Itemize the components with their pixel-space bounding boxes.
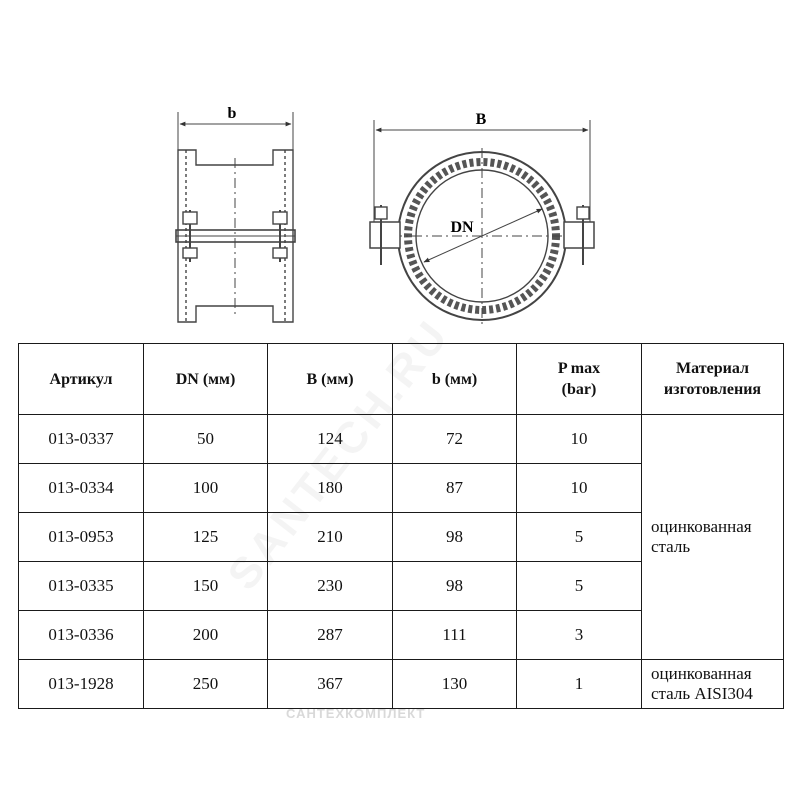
cell-article: 013-1928: [19, 660, 144, 709]
material-group1-line2: сталь: [651, 537, 691, 556]
cell-pmax: 5: [517, 513, 642, 562]
cell-dn: 100: [144, 464, 268, 513]
side-view-drawing: [176, 112, 295, 322]
front-view-dimension-B: B: [475, 111, 487, 128]
cell-b-upper: 210: [268, 513, 393, 562]
cell-dn: 200: [144, 611, 268, 660]
header-material: [642, 344, 784, 415]
cell-b-lower: 72: [393, 415, 517, 464]
cell-dn: 50: [144, 415, 268, 464]
cell-b-lower: 98: [393, 513, 517, 562]
cell-pmax: 10: [517, 464, 642, 513]
cell-pmax: 3: [517, 611, 642, 660]
cell-article: 013-0337: [19, 415, 144, 464]
technical-drawing: [0, 0, 800, 340]
cell-material-group1: [642, 415, 784, 660]
cell-b-lower: 87: [393, 464, 517, 513]
cell-pmax: 10: [517, 415, 642, 464]
front-view-drawing: [370, 120, 594, 324]
header-pmax-line2: (bar): [561, 381, 597, 398]
cell-material-group2: [642, 660, 784, 709]
cell-dn: 250: [144, 660, 268, 709]
cell-b-upper: 287: [268, 611, 393, 660]
cell-dn: 150: [144, 562, 268, 611]
cell-article: 013-0336: [19, 611, 144, 660]
bottom-watermark: САНТЕХКОМПЛЕКТ: [286, 706, 426, 721]
header-b-lower: b (мм): [393, 344, 517, 415]
cell-pmax: 1: [517, 660, 642, 709]
table-row: [19, 415, 784, 464]
cell-b-lower: 111: [393, 611, 517, 660]
side-view-dimension-b: b: [227, 105, 237, 122]
header-pmax: [517, 344, 642, 415]
header-pmax-line1: P max: [557, 360, 601, 377]
diameter-label: DN: [450, 219, 474, 236]
cell-dn: 125: [144, 513, 268, 562]
cell-b-lower: 98: [393, 562, 517, 611]
table-row: [19, 660, 784, 709]
spec-table: [18, 343, 784, 709]
cell-article: 013-0953: [19, 513, 144, 562]
cell-pmax: 5: [517, 562, 642, 611]
cell-article: 013-0334: [19, 464, 144, 513]
header-dn: DN (мм): [144, 344, 268, 415]
header-material-line1: Материал: [676, 360, 749, 377]
cell-b-upper: 124: [268, 415, 393, 464]
material-group2-line2: сталь AISI304: [651, 684, 753, 703]
material-group1-line1: оцинкованная: [651, 517, 752, 536]
cell-b-upper: 180: [268, 464, 393, 513]
cell-b-upper: 230: [268, 562, 393, 611]
header-b-upper: B (мм): [268, 344, 393, 415]
cell-article: 013-0335: [19, 562, 144, 611]
header-material-line2: изготовления: [663, 381, 762, 398]
header-article: Артикул: [19, 344, 144, 415]
cell-b-lower: 130: [393, 660, 517, 709]
cell-b-upper: 367: [268, 660, 393, 709]
material-group2-line1: оцинкованная: [651, 664, 752, 683]
header-row: [19, 344, 784, 415]
